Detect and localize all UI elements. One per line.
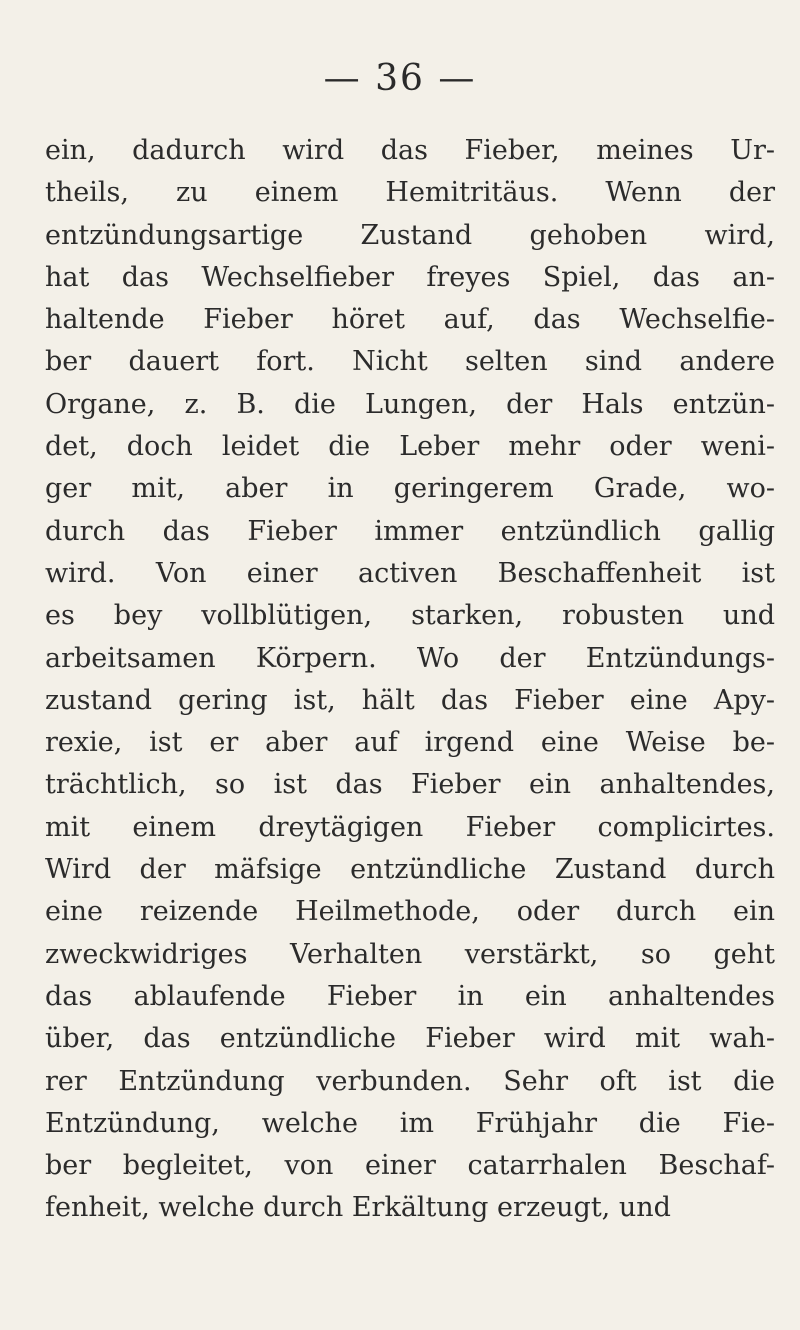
text-line: entzündungsartige Zustand gehoben wird,	[45, 219, 775, 251]
text-line: Wird der mäfsige entzündliche Zustand durch	[45, 854, 775, 886]
text-line: durch das Fieber immer entzündlich gallig	[45, 515, 775, 547]
text-line: ger mit, aber in geringerem Grade, wo-	[45, 473, 775, 505]
page-number: — 36 —	[323, 58, 477, 99]
text-line: über, das entzündliche Fieber wird mit wah-	[45, 1023, 775, 1055]
text-line: zustand gering ist, hält das Fieber eine Apy-	[45, 684, 775, 716]
text-line: rer Entzündung verbunden. Sehr oft ist die	[45, 1065, 775, 1097]
text-line: ein, dadurch wird das Fieber, meines Ur-	[45, 135, 775, 166]
text-line: mit einem dreytägigen Fieber complicirtes.	[45, 811, 775, 843]
text-line: trächtlich, so ist das Fieber ein anhaltendes,	[45, 769, 775, 801]
text-line: theils, zu einem Hemitritäus. Wenn der	[45, 177, 775, 209]
text-line: haltende Fieber höret auf, das Wechselfie-	[45, 304, 775, 336]
text-line: es bey vollblütigen, starken, robusten und	[45, 600, 775, 632]
body-text	[45, 130, 775, 1230]
text-line: eine reizende Heilmethode, oder durch ein	[45, 896, 775, 928]
text-line: hat das Wechselfieber freyes Spiel, das an-	[45, 261, 775, 293]
text-line: ber begleitet, von einer catarrhalen Beschaf-	[45, 1150, 775, 1182]
text-line: das ablaufende Fieber in ein anhaltendes	[45, 980, 775, 1012]
text-line: wird. Von einer activen Beschaffenheit ist	[45, 557, 775, 589]
text-line: fenheit, welche durch Erkältung erzeugt, und	[45, 1192, 671, 1224]
text-line: det, doch leidet die Leber mehr oder weni-	[45, 431, 775, 463]
text-line: ber dauert fort. Nicht selten sind andere	[45, 346, 775, 378]
text-line: zweckwidriges Verhalten verstärkt, so geht	[45, 938, 775, 970]
text-line: arbeitsamen Körpern. Wo der Entzündungs-	[45, 642, 775, 674]
text-line: Organe, z. B. die Lungen, der Hals entzün-	[45, 388, 775, 420]
text-line: Entzündung, welche im Frühjahr die Fie-	[45, 1107, 775, 1139]
text-line: rexie, ist er aber auf irgend eine Weise be-	[45, 727, 775, 759]
